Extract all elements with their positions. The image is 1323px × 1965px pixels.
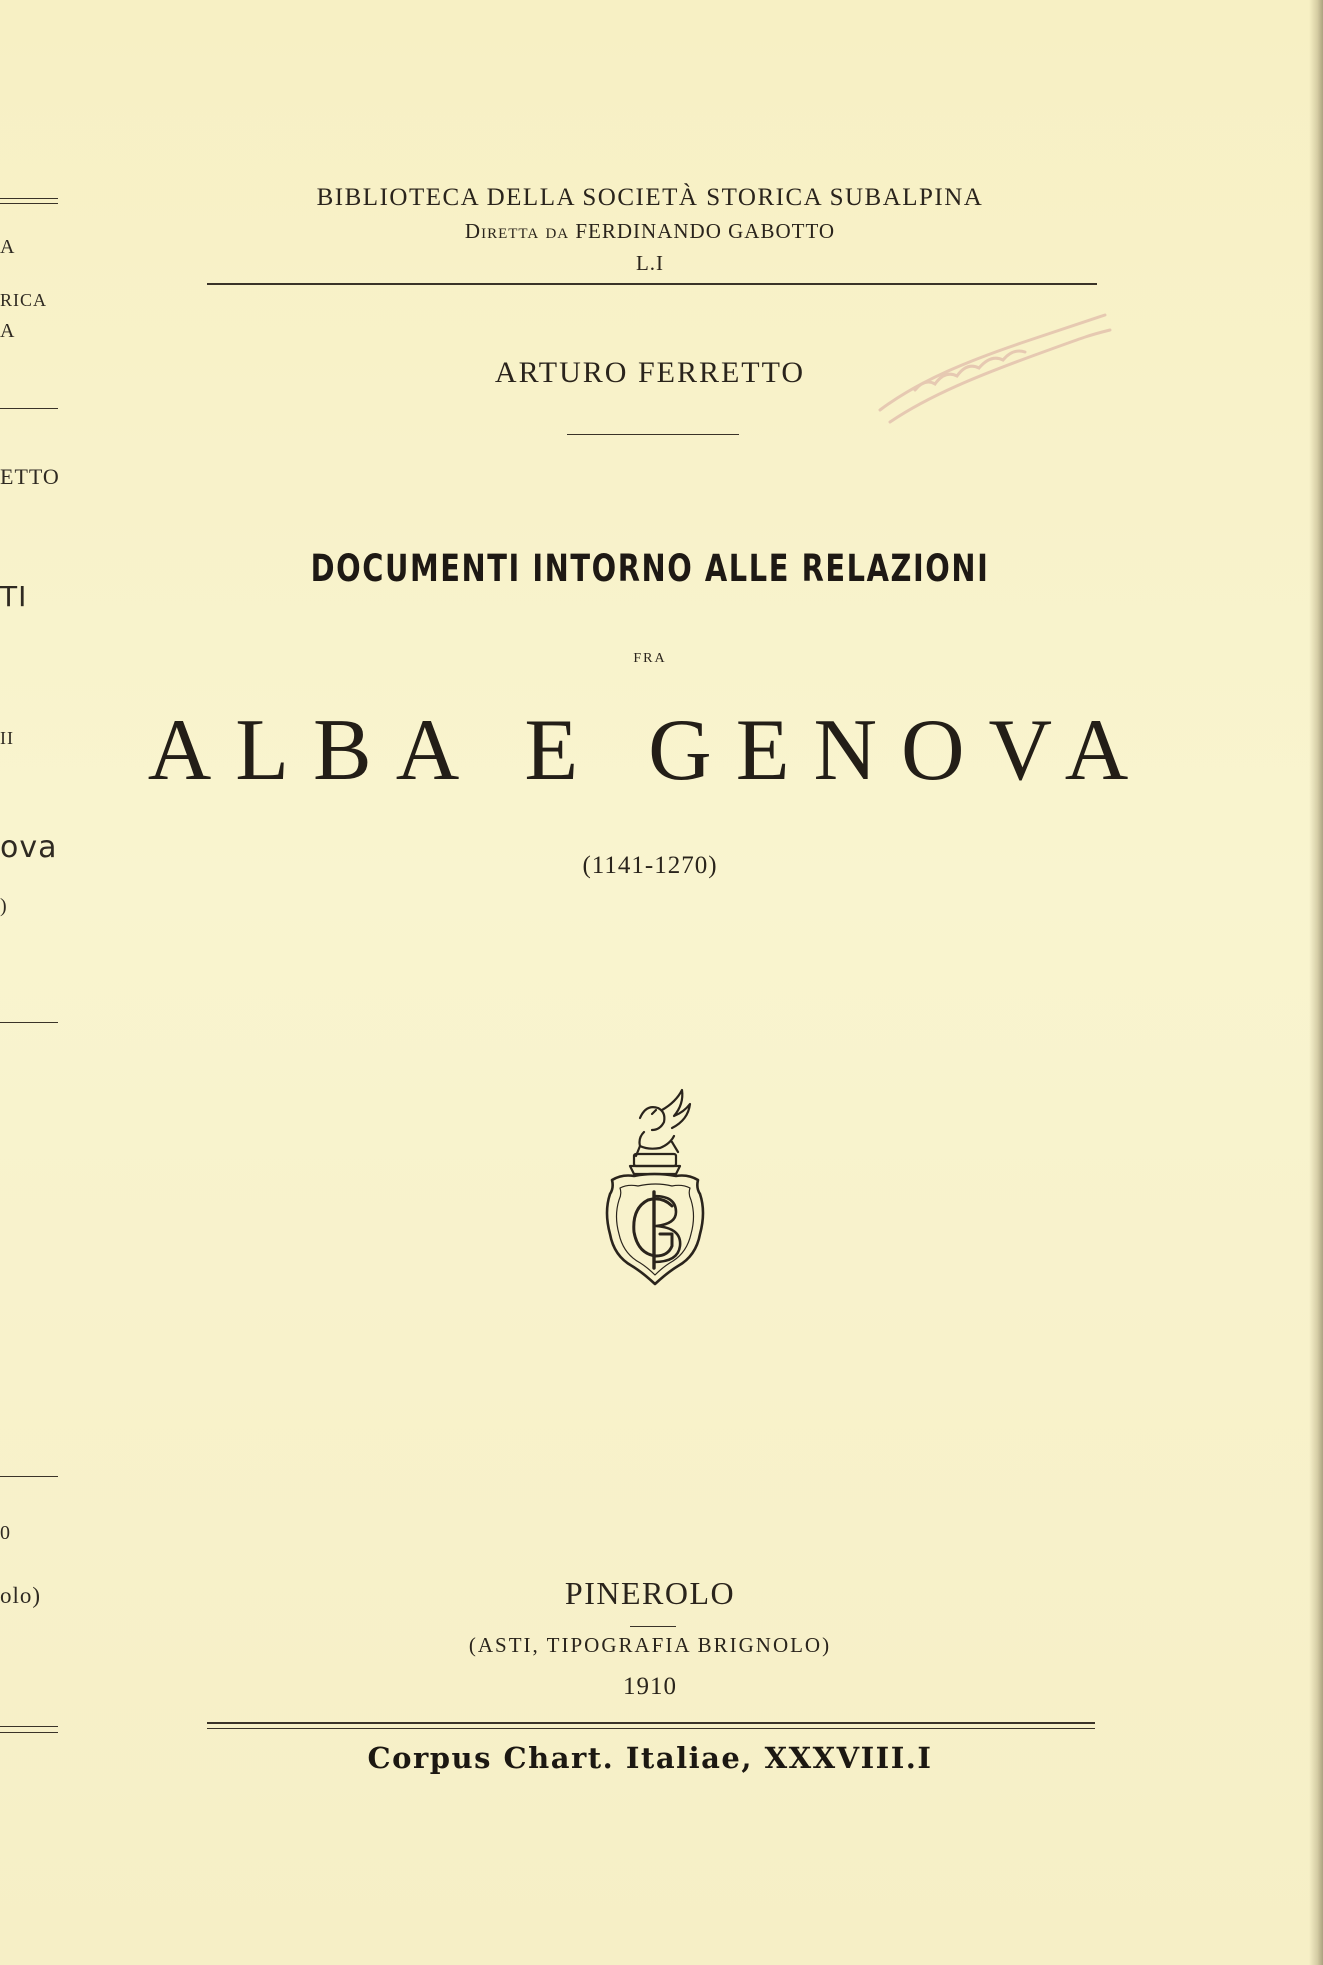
spine-text: A xyxy=(0,236,16,258)
spine-text: ova xyxy=(0,830,58,865)
spine-text: II xyxy=(0,728,14,748)
series-name: BIBLIOTECA DELLA SOCIETÀ STORICA SUBALPINA xyxy=(316,184,984,211)
spine-text: ETTO xyxy=(0,464,60,489)
spine-rule xyxy=(0,1732,58,1733)
spine-text: RICA xyxy=(0,290,48,310)
author-name: ARTURO FERRETTO xyxy=(494,356,806,389)
spine-text: olo) xyxy=(0,1583,42,1608)
imprint-place: PINEROLO xyxy=(564,1575,736,1611)
series-director: Diretta da FERDINANDO GABOTTO xyxy=(464,219,836,243)
title-dates: (1141-1270) xyxy=(582,852,718,879)
imprint-double-rule xyxy=(207,1722,1095,1724)
spine-rule xyxy=(0,1022,58,1023)
spine-text: TI xyxy=(0,580,28,613)
spine-text: A xyxy=(0,320,16,342)
corpus-series: Corpus Chart. Italiae, XXXVIII.I xyxy=(367,1741,933,1775)
spine-text: 0 xyxy=(0,1522,11,1544)
sheet-edge-shadow xyxy=(1309,0,1323,1965)
spine-text: ) xyxy=(0,895,8,917)
title-subtitle: DOCUMENTI INTORNO ALLE RELAZIONI xyxy=(310,547,990,590)
title-connector: FRA xyxy=(633,651,667,666)
imprint-double-rule xyxy=(207,1728,1095,1729)
publisher-emblem-icon xyxy=(600,1088,710,1288)
author-rule xyxy=(567,434,739,435)
spine-rule xyxy=(0,1476,58,1477)
adjacent-page-spine xyxy=(0,0,60,1965)
imprint-year: 1910 xyxy=(623,1673,677,1700)
imprint-rule xyxy=(630,1626,676,1627)
main-title: ALBA E GENOVA xyxy=(147,702,1153,799)
volume-number: L.I xyxy=(635,251,665,275)
spine-rule xyxy=(0,1726,58,1727)
imprint-printer: (ASTI, TIPOGRAFIA BRIGNOLO) xyxy=(468,1633,832,1657)
spine-rule xyxy=(0,408,58,409)
header-rule xyxy=(207,283,1097,285)
